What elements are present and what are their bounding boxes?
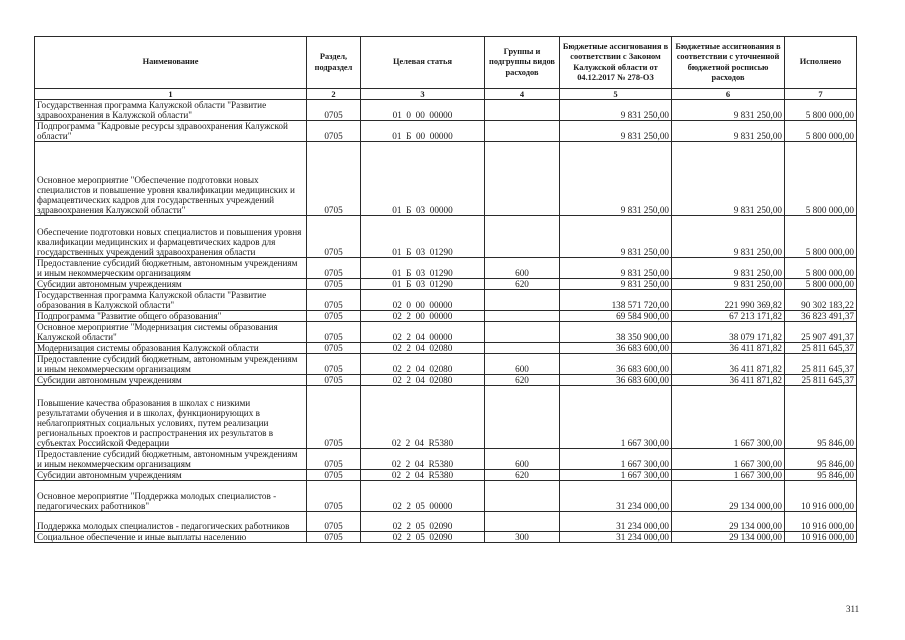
column-number: 2 <box>307 89 361 100</box>
table-row <box>35 258 857 279</box>
cell-refined-allocation: 38 079 171,82 <box>672 322 785 343</box>
cell-law-allocation: 138 571 720,00 <box>560 290 672 311</box>
cell-expense-group <box>485 311 560 322</box>
cell-expense-group <box>485 386 560 449</box>
cell-name: Субсидии автономным учреждениям <box>35 279 307 290</box>
cell-law-allocation: 31 234 000,00 <box>560 512 672 532</box>
column-number: 3 <box>361 89 485 100</box>
cell-expense-group <box>485 121 560 142</box>
cell-target-article: 02 2 00 00000 <box>361 311 485 322</box>
cell-law-allocation: 1 667 300,00 <box>560 386 672 449</box>
table-row <box>35 470 857 481</box>
cell-expense-group: 620 <box>485 375 560 386</box>
cell-target-article: 02 2 04 02080 <box>361 343 485 354</box>
cell-refined-allocation: 67 213 171,82 <box>672 311 785 322</box>
cell-section: 0705 <box>307 216 361 258</box>
cell-target-article: 02 2 05 02090 <box>361 532 485 543</box>
cell-law-allocation: 9 831 250,00 <box>560 258 672 279</box>
column-number: 4 <box>485 89 560 100</box>
cell-law-allocation: 69 584 900,00 <box>560 311 672 322</box>
cell-refined-allocation: 29 134 000,00 <box>672 481 785 512</box>
cell-name: Государственная программа Калужской области "Развитие здравоохранения в Калужской области" <box>35 100 307 121</box>
cell-executed: 5 800 000,00 <box>785 142 857 216</box>
cell-refined-allocation: 9 831 250,00 <box>672 216 785 258</box>
cell-law-allocation: 9 831 250,00 <box>560 216 672 258</box>
cell-section: 0705 <box>307 375 361 386</box>
cell-refined-allocation: 36 411 871,82 <box>672 343 785 354</box>
cell-executed: 10 916 000,00 <box>785 532 857 543</box>
cell-section: 0705 <box>307 258 361 279</box>
column-number: 6 <box>672 89 785 100</box>
table-row <box>35 532 857 543</box>
cell-target-article: 01 Б 03 00000 <box>361 142 485 216</box>
cell-law-allocation: 38 350 900,00 <box>560 322 672 343</box>
cell-refined-allocation: 29 134 000,00 <box>672 532 785 543</box>
cell-refined-allocation: 1 667 300,00 <box>672 386 785 449</box>
cell-executed: 95 846,00 <box>785 470 857 481</box>
cell-executed: 25 907 491,37 <box>785 322 857 343</box>
cell-executed: 90 302 183,22 <box>785 290 857 311</box>
cell-expense-group <box>485 216 560 258</box>
table-row <box>35 290 857 311</box>
table-row <box>35 386 857 449</box>
cell-refined-allocation: 36 411 871,82 <box>672 354 785 375</box>
header-expense-group: Группы и подгруппы видов расходов <box>485 37 560 89</box>
cell-name: Подпрограмма "Кадровые ресурсы здравоохранения Калужской области" <box>35 121 307 142</box>
table-row <box>35 121 857 142</box>
cell-name: Предоставление субсидий бюджетным, автономным учреждениям и иным некоммерческим организациям <box>35 258 307 279</box>
table-row <box>35 375 857 386</box>
header-executed: Исполнено <box>785 37 857 89</box>
cell-executed: 5 800 000,00 <box>785 258 857 279</box>
cell-expense-group <box>485 512 560 532</box>
cell-target-article: 02 0 00 00000 <box>361 290 485 311</box>
cell-executed: 25 811 645,37 <box>785 354 857 375</box>
cell-law-allocation: 9 831 250,00 <box>560 279 672 290</box>
cell-section: 0705 <box>307 343 361 354</box>
cell-executed: 5 800 000,00 <box>785 279 857 290</box>
column-number-row <box>35 89 857 100</box>
cell-name: Подпрограмма "Развитие общего образования" <box>35 311 307 322</box>
table-row <box>35 142 857 216</box>
cell-executed: 5 800 000,00 <box>785 121 857 142</box>
cell-section: 0705 <box>307 512 361 532</box>
cell-target-article: 02 2 05 00000 <box>361 481 485 512</box>
cell-section: 0705 <box>307 311 361 322</box>
cell-name: Обеспечение подготовки новых специалистов и повышения уровня квалификации медицинских и фармацевтических кадров для государственных учреждений здравоохранения области <box>35 216 307 258</box>
cell-refined-allocation: 1 667 300,00 <box>672 449 785 470</box>
header-row <box>35 37 857 89</box>
cell-law-allocation: 36 683 600,00 <box>560 354 672 375</box>
cell-executed: 10 916 000,00 <box>785 512 857 532</box>
cell-expense-group: 600 <box>485 449 560 470</box>
table-row <box>35 343 857 354</box>
header-section: Раздел, подраздел <box>307 37 361 89</box>
table-row <box>35 449 857 470</box>
cell-name: Предоставление субсидий бюджетным, автономным учреждениям и иным некоммерческим организациям <box>35 354 307 375</box>
cell-law-allocation: 31 234 000,00 <box>560 532 672 543</box>
cell-target-article: 02 2 04 00000 <box>361 322 485 343</box>
cell-target-article: 02 2 04 R5380 <box>361 386 485 449</box>
cell-refined-allocation: 36 411 871,82 <box>672 375 785 386</box>
cell-name: Основное мероприятие "Модернизация системы образования Калужской области" <box>35 322 307 343</box>
header-target-article: Целевая статья <box>361 37 485 89</box>
cell-section: 0705 <box>307 279 361 290</box>
table-row <box>35 311 857 322</box>
cell-section: 0705 <box>307 290 361 311</box>
cell-refined-allocation: 221 990 369,82 <box>672 290 785 311</box>
cell-target-article: 01 Б 03 01290 <box>361 279 485 290</box>
cell-executed: 95 846,00 <box>785 386 857 449</box>
cell-section: 0705 <box>307 386 361 449</box>
cell-name: Поддержка молодых специалистов - педагогических работников <box>35 512 307 532</box>
table-row <box>35 216 857 258</box>
table-row <box>35 322 857 343</box>
cell-section: 0705 <box>307 100 361 121</box>
cell-name: Субсидии автономным учреждениям <box>35 470 307 481</box>
cell-executed: 5 800 000,00 <box>785 100 857 121</box>
cell-refined-allocation: 1 667 300,00 <box>672 470 785 481</box>
cell-name: Повышение качества образования в школах с низкими результатами обучения и в школах, функционирующих в неблагоприятных социальных условиях, путем реализации региональных проектов и распространения их результатов в субъектах Российской Федерации <box>35 386 307 449</box>
table-body <box>35 100 857 543</box>
column-number: 7 <box>785 89 857 100</box>
table-row <box>35 279 857 290</box>
cell-executed: 10 916 000,00 <box>785 481 857 512</box>
cell-expense-group: 620 <box>485 470 560 481</box>
cell-law-allocation: 36 683 600,00 <box>560 375 672 386</box>
table-row <box>35 512 857 532</box>
cell-law-allocation: 9 831 250,00 <box>560 100 672 121</box>
cell-law-allocation: 1 667 300,00 <box>560 470 672 481</box>
table-row <box>35 354 857 375</box>
cell-refined-allocation: 9 831 250,00 <box>672 279 785 290</box>
cell-expense-group: 600 <box>485 354 560 375</box>
cell-target-article: 02 2 05 02090 <box>361 512 485 532</box>
cell-section: 0705 <box>307 322 361 343</box>
cell-section: 0705 <box>307 532 361 543</box>
cell-name: Предоставление субсидий бюджетным, автономным учреждениям и иным некоммерческим организациям <box>35 449 307 470</box>
cell-expense-group: 620 <box>485 279 560 290</box>
cell-expense-group <box>485 100 560 121</box>
cell-target-article: 02 2 04 R5380 <box>361 470 485 481</box>
column-number: 1 <box>35 89 307 100</box>
cell-target-article: 02 2 04 02080 <box>361 354 485 375</box>
cell-target-article: 01 Б 00 00000 <box>361 121 485 142</box>
cell-section: 0705 <box>307 121 361 142</box>
page-number: 311 <box>846 604 860 614</box>
cell-name: Субсидии автономным учреждениям <box>35 375 307 386</box>
cell-expense-group <box>485 322 560 343</box>
cell-target-article: 02 2 04 R5380 <box>361 449 485 470</box>
cell-executed: 36 823 491,37 <box>785 311 857 322</box>
header-name: Наименование <box>35 37 307 89</box>
cell-executed: 25 811 645,37 <box>785 375 857 386</box>
cell-law-allocation: 9 831 250,00 <box>560 121 672 142</box>
cell-target-article: 01 Б 03 01290 <box>361 258 485 279</box>
table-row <box>35 481 857 512</box>
cell-section: 0705 <box>307 481 361 512</box>
table-row <box>35 100 857 121</box>
cell-target-article: 02 2 04 02080 <box>361 375 485 386</box>
cell-section: 0705 <box>307 470 361 481</box>
cell-law-allocation: 9 831 250,00 <box>560 142 672 216</box>
cell-executed: 95 846,00 <box>785 449 857 470</box>
cell-refined-allocation: 9 831 250,00 <box>672 258 785 279</box>
cell-refined-allocation: 29 134 000,00 <box>672 512 785 532</box>
cell-section: 0705 <box>307 354 361 375</box>
cell-section: 0705 <box>307 142 361 216</box>
cell-refined-allocation: 9 831 250,00 <box>672 142 785 216</box>
cell-law-allocation: 1 667 300,00 <box>560 449 672 470</box>
cell-name: Государственная программа Калужской области "Развитие образования в Калужской области" <box>35 290 307 311</box>
cell-refined-allocation: 9 831 250,00 <box>672 121 785 142</box>
cell-name: Модернизация системы образования Калужской области <box>35 343 307 354</box>
header-refined-allocation: Бюджетные ассигнования в соответствии с уточненной бюджетной росписью расходов <box>672 37 785 89</box>
cell-name: Социальное обеспечение и иные выплаты населению <box>35 532 307 543</box>
cell-expense-group <box>485 481 560 512</box>
cell-expense-group: 600 <box>485 258 560 279</box>
budget-execution-sheet <box>34 36 856 543</box>
cell-expense-group <box>485 142 560 216</box>
budget-table <box>34 36 857 543</box>
cell-section: 0705 <box>307 449 361 470</box>
cell-law-allocation: 31 234 000,00 <box>560 481 672 512</box>
cell-executed: 5 800 000,00 <box>785 216 857 258</box>
cell-name: Основное мероприятие "Поддержка молодых специалистов - педагогических работников" <box>35 481 307 512</box>
cell-executed: 25 811 645,37 <box>785 343 857 354</box>
cell-name: Основное мероприятие "Обеспечение подготовки новых специалистов и повышение уровня квалификации медицинских и фармацевтических кадров для государственных учреждений здравоохранения Калужской области" <box>35 142 307 216</box>
cell-expense-group <box>485 290 560 311</box>
cell-target-article: 01 0 00 00000 <box>361 100 485 121</box>
column-number: 5 <box>560 89 672 100</box>
cell-expense-group <box>485 343 560 354</box>
cell-law-allocation: 36 683 600,00 <box>560 343 672 354</box>
cell-refined-allocation: 9 831 250,00 <box>672 100 785 121</box>
cell-target-article: 01 Б 03 01290 <box>361 216 485 258</box>
header-law-allocation: Бюджетные ассигнования в соответствии с Законом Калужской области от 04.12.2017 № 278-ОЗ <box>560 37 672 89</box>
cell-expense-group: 300 <box>485 532 560 543</box>
